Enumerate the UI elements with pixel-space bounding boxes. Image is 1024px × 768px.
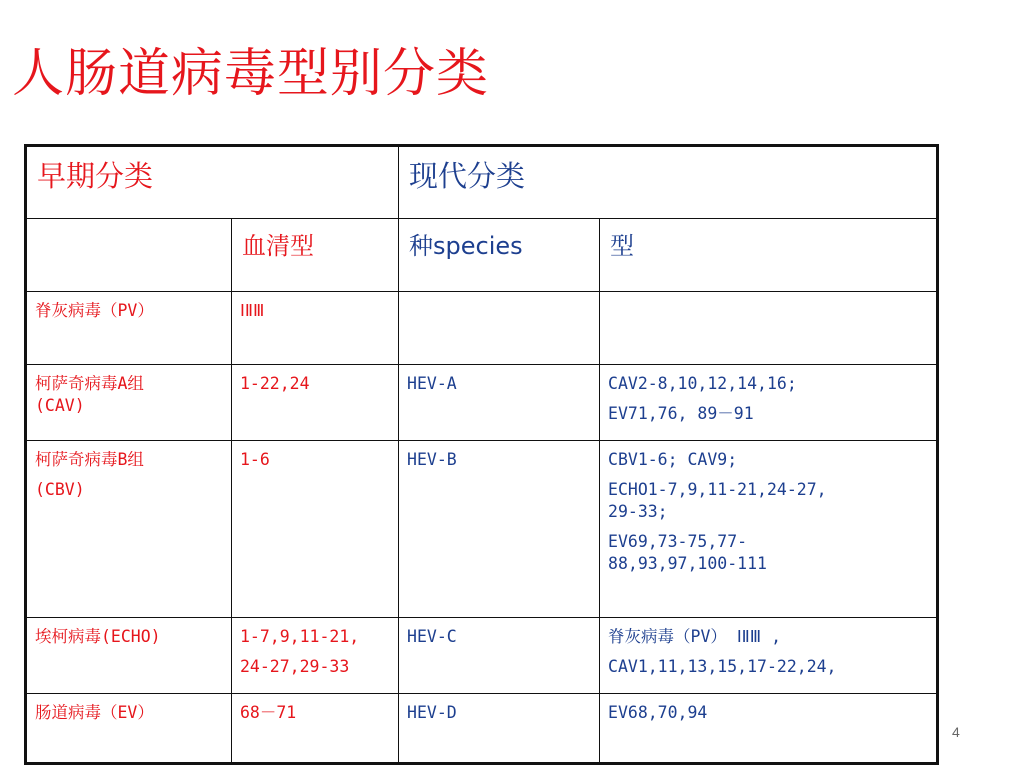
species-cell [399,694,600,764]
virus-abbrev: (CBV) [35,480,85,499]
table-row [26,292,938,365]
header-early-label: 早期分类 [37,159,154,193]
species-cell [399,292,600,365]
header-early-classification [26,146,399,219]
subheader-serotype-label: 血清型 [242,232,314,260]
serotype-value: 1-7,9,11-21, [240,627,360,646]
species-value: HEV-C [407,627,457,646]
serotype-value: 68－71 [240,703,297,722]
subheader-empty-cell [26,219,232,292]
type-line: CBV1-6; CAV9; [608,450,738,469]
serotype-cell [232,365,399,441]
subheader-species [399,219,600,292]
page-number: 4 [952,724,960,740]
species-cell [399,618,600,694]
serotype-value: 1-6 [240,450,270,469]
subheader-serotype [232,219,399,292]
virus-name: 柯萨奇病毒B组 [35,450,144,469]
subheader-species-label: 种species [409,232,523,260]
serotype-cell [232,441,399,618]
virus-name-cell [26,292,232,365]
type-cell [600,618,938,694]
type-line: ECHO1-7,9,11-21,24-27, [608,480,827,499]
serotype-cell [232,694,399,764]
serotype-value: 24-27,29-33 [240,657,350,676]
species-value: HEV-A [407,374,457,393]
header-row [26,146,938,219]
type-cell [600,694,938,764]
virus-name: 柯萨奇病毒A组 [35,374,144,393]
virus-name-cell [26,441,232,618]
virus-name: 脊灰病毒（PV） [35,301,154,320]
serotype-cell [232,618,399,694]
species-cell [399,441,600,618]
enterovirus-classification-table [24,144,939,765]
virus-name-cell [26,618,232,694]
type-line: CAV1,11,13,15,17-22,24, [608,657,837,676]
subheader-type-label: 型 [610,232,635,260]
table-row [26,365,938,441]
header-modern-label: 现代分类 [409,159,526,193]
table-row [26,618,938,694]
table-row [26,694,938,764]
species-cell [399,365,600,441]
header-modern-classification [399,146,938,219]
table-row [26,441,938,618]
type-line: 29-33; [608,502,668,521]
virus-abbrev: (CAV) [35,396,85,415]
serotype-cell [232,292,399,365]
virus-name-cell [26,365,232,441]
species-value: HEV-D [407,703,457,722]
virus-name: 埃柯病毒(ECHO) [35,627,161,646]
type-line: EV69,73-75,77- [608,532,748,551]
virus-name: 肠道病毒（EV） [35,703,154,722]
type-cell [600,441,938,618]
serotype-value: 1-22,24 [240,374,310,393]
type-cell [600,365,938,441]
subheader-row [26,219,938,292]
serotype-value: ⅠⅡⅢ [240,301,265,320]
page-title: 人肠道病毒型别分类 [12,44,490,104]
species-value: HEV-B [407,450,457,469]
subheader-type [600,219,938,292]
type-line: EV68,70,94 [608,703,708,722]
type-line: EV71,76, 89－91 [608,404,754,423]
type-line: 88,93,97,100-111 [608,554,767,573]
type-cell [600,292,938,365]
type-line: CAV2-8,10,12,14,16; [608,374,797,393]
type-line: 脊灰病毒（PV） ⅠⅡⅢ , [608,627,782,646]
virus-name-cell [26,694,232,764]
